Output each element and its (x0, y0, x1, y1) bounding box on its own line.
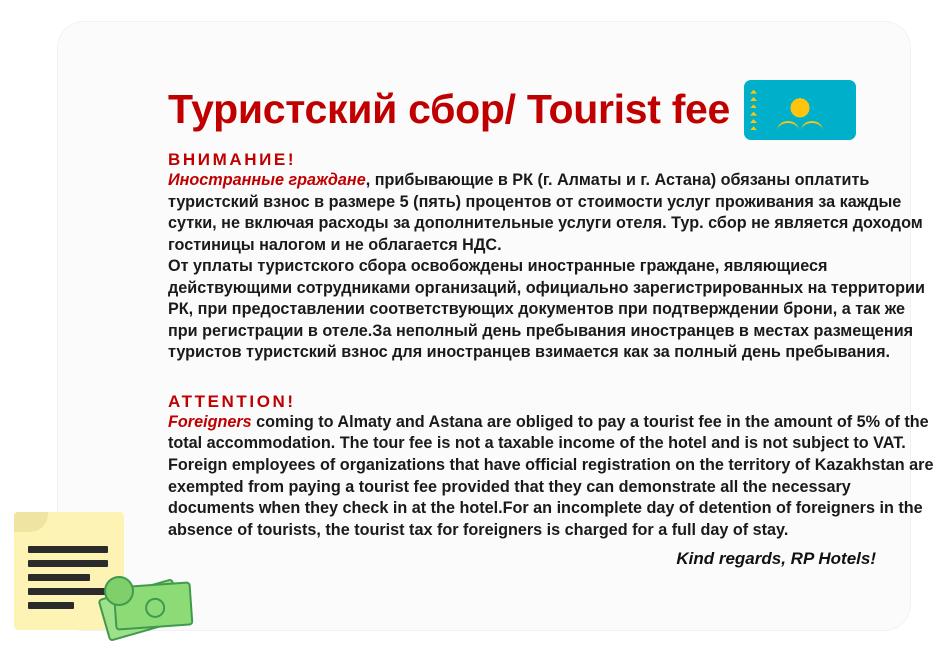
paragraph-en-1-text: coming to Almaty and Astana are obliged to pay a tourist fee in the amount of 5% of the total accommodation. The tour fee is not a taxable income of the hotel and is not subject to VAT. (168, 412, 929, 453)
flag-sun (791, 98, 810, 117)
kazakhstan-flag-icon (744, 80, 856, 140)
attention-heading-en: ATTENTION! (168, 391, 296, 411)
paragraph-en-2: Foreign employees of organizations that have official registration on the territory of Kazakhstan are exempted from paying a tourist fee provided that they can demonstrate all the necessary documents when they check in at the hotel.For an incomplete day of detention of foreigners in the absence of tourists, the tourist tax for foreigners is charged for a full day of stay. (168, 456, 934, 539)
paragraph-ru-2: От уплаты туристского сбора освобождены иностранные граждане, являющиеся действующими сотрудниками организаций, официально зарегистрированных на территории РК, при предоставлении соответствующих документов при подтверждении брони, а так же при регистрации в отеле.За неполный день пребывания иностранцев в местах размещения туристов туристский взнос для иностранцев взимается как за полный день пребывания. (168, 257, 925, 362)
highlight-ru: Иностранные граждане (168, 171, 366, 189)
paragraph-en-1 (168, 412, 938, 455)
flag-ornament (749, 88, 758, 132)
signature: Kind regards, RP Hotels! (676, 549, 876, 569)
attention-heading-ru: ВНИМАНИЕ! (168, 150, 297, 169)
money-icon (102, 572, 194, 634)
flag-eagle (777, 121, 823, 131)
paragraph-ru-1-text: , прибывающие в РК (г. Алматы и г. Астана) обязаны оплатить туристский взнос в размере 5 (пять) процентов от стоимости услуг проживания за каждые сутки, не включая расходы за дополнительные услуги отеля. Тур. сбор не является доходом гостиницы налогом и не облагается НДС. (168, 171, 923, 254)
title-row (168, 80, 938, 140)
notice-content (168, 80, 938, 569)
coin-icon (104, 576, 134, 606)
document-fold (14, 512, 48, 532)
paragraph-ru-1 (168, 170, 938, 256)
page-title: Туристский сбор/ Tourist fee (168, 86, 731, 133)
highlight-en: Foreigners (168, 412, 252, 431)
document-money-illustration (10, 510, 200, 645)
